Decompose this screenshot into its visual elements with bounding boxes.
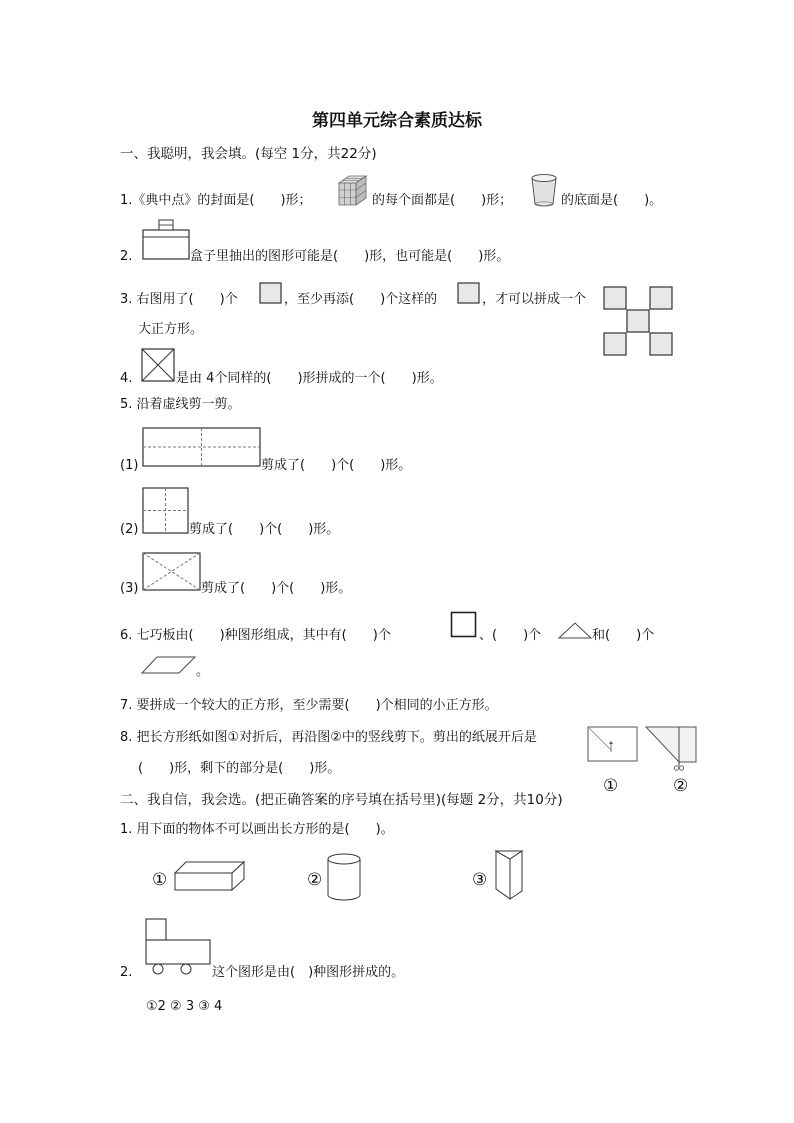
q5-3-number: (3) xyxy=(120,581,139,596)
q6-part-b: 、( )个 xyxy=(479,628,542,643)
q3-part-d: 大正方形。 xyxy=(138,322,204,337)
tissue-box-icon xyxy=(142,218,190,260)
q1-part-c: 的底面是( )。 xyxy=(561,193,663,208)
square-pattern-figure xyxy=(602,285,676,359)
s2-q2-text: 这个图形是由( )种图形拼成的。 xyxy=(212,965,405,980)
s2-q2-options: ①2 ② 3 ③ 4 xyxy=(146,999,223,1014)
s2-q1-option-3-label: ③ xyxy=(472,870,488,890)
q2-number: 2. xyxy=(120,249,133,264)
folded-paper-figure-2 xyxy=(645,726,699,772)
s2-q1-option-2-label: ② xyxy=(307,870,323,890)
q6-part-d: 。 xyxy=(196,664,210,679)
q8-line1: 8. 把长方形纸如图①对折后，再沿图②中的竖线剪下。剪出的纸展开后是 xyxy=(120,730,537,745)
parallelogram-icon xyxy=(141,655,197,675)
q5-2-number: (2) xyxy=(120,522,139,537)
q8-fig1-label: ① xyxy=(603,776,619,796)
q3-part-c: ，才可以拼成一个 xyxy=(482,292,587,307)
q6-part-a: 6. 七巧板由( )种图形组成，其中有( )个 xyxy=(120,628,391,643)
q5-3-text: 剪成了( )个( )形。 xyxy=(201,581,352,596)
triangular-prism-figure xyxy=(494,849,526,903)
q7-text: 7. 要拼成一个较大的正方形，至少需要( )个相同的小正方形。 xyxy=(120,698,498,713)
q5-1-text: 剪成了( )个( )形。 xyxy=(261,458,412,473)
s2-q1-option-1-label: ① xyxy=(152,870,168,890)
crossed-square-figure xyxy=(141,348,175,382)
q2-text: 盒子里抽出的图形可能是( )形，也可能是( )形。 xyxy=(190,249,510,264)
q4-text: 是由 4个同样的( )形拼成的一个( )形。 xyxy=(176,371,443,386)
q5-1-number: (1) xyxy=(120,458,139,473)
q3-part-a: 3. 右图用了( )个 xyxy=(120,292,238,307)
q3-part-b: ，至少再添( )个这样的 xyxy=(284,292,438,307)
cut-rectangle-3 xyxy=(142,552,202,592)
square-icon xyxy=(450,611,478,639)
cylinder-figure xyxy=(326,852,364,902)
q1-part-a: 1.《典中点》的封面是( )形； xyxy=(120,193,312,208)
section-2-heading: 二、我自信，我会选。(把正确答案的序号填在括号里)(每题 2分，共10分) xyxy=(120,792,563,808)
cuboid-figure xyxy=(174,860,246,892)
section-1-heading: 一、我聪明，我会填。(每空 1分，共22分) xyxy=(120,146,377,162)
small-square-icon-2 xyxy=(457,282,481,304)
folded-paper-figure-1 xyxy=(587,726,639,764)
small-square-icon xyxy=(259,282,283,304)
s2-q2-number: 2. xyxy=(120,965,133,980)
train-shape-figure xyxy=(143,917,213,977)
q5-2-text: 剪成了( )个( )形。 xyxy=(189,522,340,537)
rubiks-cube-icon xyxy=(336,174,370,208)
cut-square-2 xyxy=(142,487,190,535)
q5-text: 5. 沿着虚线剪一剪。 xyxy=(120,397,241,412)
cup-icon xyxy=(529,172,559,208)
cut-rectangle-1 xyxy=(142,427,262,469)
s2-q1-text: 1. 用下面的物体不可以画出长方形的是( )。 xyxy=(120,822,394,837)
page-title: 第四单元综合素质达标 xyxy=(312,111,482,131)
triangle-icon xyxy=(558,621,592,639)
q6-part-c: 和( )个 xyxy=(592,628,655,643)
q8-fig2-label: ② xyxy=(673,776,689,796)
q4-number: 4. xyxy=(120,371,133,386)
q1-part-b: 的每个面都是( )形； xyxy=(372,193,513,208)
q8-line2: ( )形，剩下的部分是( )形。 xyxy=(138,761,341,776)
